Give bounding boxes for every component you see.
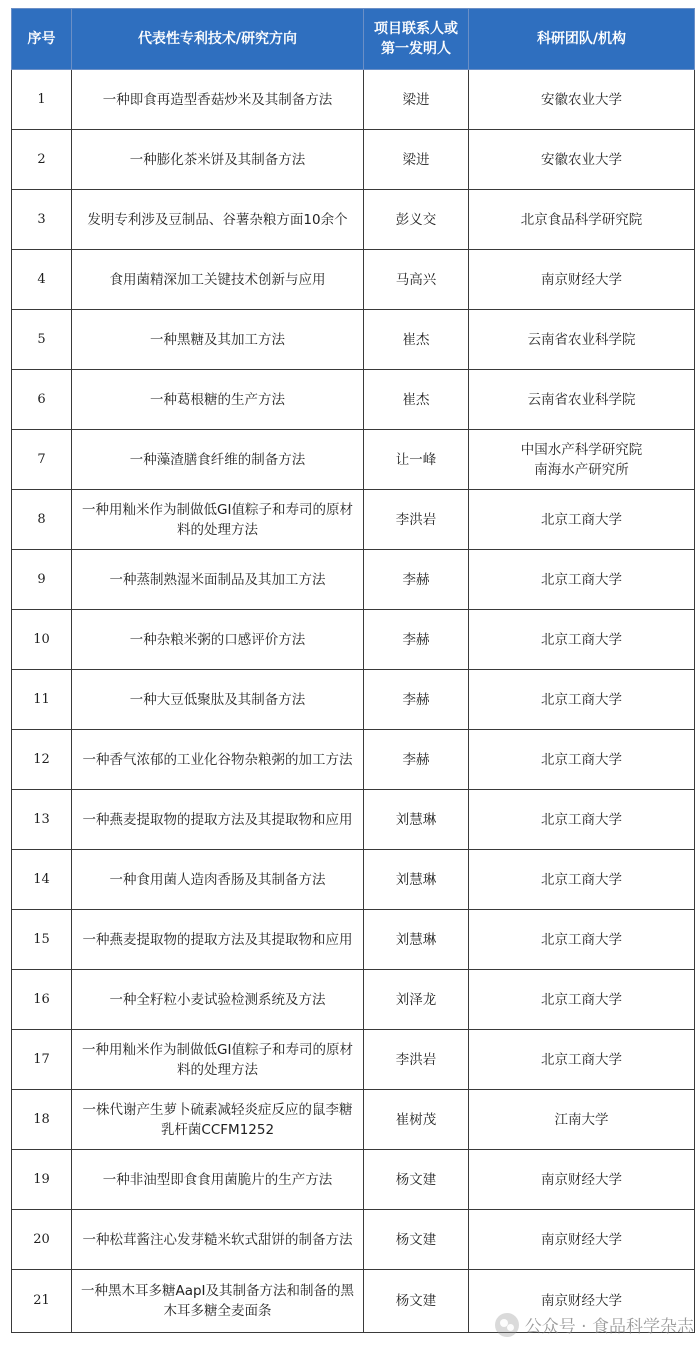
table-row bbox=[12, 610, 695, 670]
tech-cell: 一种大豆低聚肽及其制备方法 bbox=[72, 670, 364, 730]
tech-cell: 一种藻渣膳食纤维的制备方法 bbox=[72, 430, 364, 490]
table-row bbox=[12, 550, 695, 610]
table-row bbox=[12, 1030, 695, 1090]
table-row bbox=[12, 370, 695, 430]
tech-cell: 一种燕麦提取物的提取方法及其提取物和应用 bbox=[72, 910, 364, 970]
row-number-cell: 14 bbox=[12, 850, 72, 910]
table-row bbox=[12, 1090, 695, 1150]
row-number-cell: 7 bbox=[12, 430, 72, 490]
person-cell: 李赫 bbox=[364, 730, 469, 790]
table-row bbox=[12, 730, 695, 790]
tech-cell: 一种膨化茶米饼及其制备方法 bbox=[72, 130, 364, 190]
person-cell: 崔杰 bbox=[364, 310, 469, 370]
org-cell: 南京财经大学 bbox=[469, 1270, 695, 1333]
table-row bbox=[12, 850, 695, 910]
org-cell: 北京食品科学研究院 bbox=[469, 190, 695, 250]
row-number-cell: 10 bbox=[12, 610, 72, 670]
org-cell: 南京财经大学 bbox=[469, 1210, 695, 1270]
row-number-cell: 16 bbox=[12, 970, 72, 1030]
org-cell: 江南大学 bbox=[469, 1090, 695, 1150]
person-cell: 杨文建 bbox=[364, 1150, 469, 1210]
table-row bbox=[12, 670, 695, 730]
header-cell-tech: 代表性专利技术/研究方向 bbox=[72, 9, 364, 70]
header-row bbox=[12, 9, 695, 70]
org-cell: 北京工商大学 bbox=[469, 670, 695, 730]
table-row bbox=[12, 490, 695, 550]
table-row bbox=[12, 190, 695, 250]
org-cell: 安徽农业大学 bbox=[469, 130, 695, 190]
table-row bbox=[12, 130, 695, 190]
tech-cell: 一种黑木耳多糖AapI及其制备方法和制备的黑木耳多糖全麦面条 bbox=[72, 1270, 364, 1333]
person-cell: 梁进 bbox=[364, 130, 469, 190]
row-number-cell: 18 bbox=[12, 1090, 72, 1150]
org-cell: 北京工商大学 bbox=[469, 550, 695, 610]
person-cell: 让一峰 bbox=[364, 430, 469, 490]
tech-cell: 一种香气浓郁的工业化谷物杂粮粥的加工方法 bbox=[72, 730, 364, 790]
table-row bbox=[12, 430, 695, 490]
tech-cell: 一株代谢产生萝卜硫素减轻炎症反应的鼠李糖乳杆菌CCFM1252 bbox=[72, 1090, 364, 1150]
table-row bbox=[12, 1270, 695, 1333]
tech-cell: 一种燕麦提取物的提取方法及其提取物和应用 bbox=[72, 790, 364, 850]
table-row bbox=[12, 1150, 695, 1210]
row-number-cell: 9 bbox=[12, 550, 72, 610]
table-row bbox=[12, 790, 695, 850]
header-cell-person bbox=[364, 9, 469, 70]
person-cell: 彭义交 bbox=[364, 190, 469, 250]
person-cell: 李赫 bbox=[364, 550, 469, 610]
person-cell: 马高兴 bbox=[364, 250, 469, 310]
org-cell: 北京工商大学 bbox=[469, 610, 695, 670]
header-person-text: 项目联系人或 第一发明人 bbox=[374, 21, 458, 57]
row-number-cell: 20 bbox=[12, 1210, 72, 1270]
org-cell: 安徽农业大学 bbox=[469, 70, 695, 130]
table-row bbox=[12, 250, 695, 310]
row-number-cell: 11 bbox=[12, 670, 72, 730]
header-cell-no: 序号 bbox=[12, 9, 72, 70]
org-cell: 北京工商大学 bbox=[469, 490, 695, 550]
org-cell: 云南省农业科学院 bbox=[469, 370, 695, 430]
tech-cell: 食用菌精深加工关键技术创新与应用 bbox=[72, 250, 364, 310]
org-cell: 北京工商大学 bbox=[469, 970, 695, 1030]
tech-cell: 一种食用菌人造肉香肠及其制备方法 bbox=[72, 850, 364, 910]
person-cell: 李洪岩 bbox=[364, 1030, 469, 1090]
org-cell: 北京工商大学 bbox=[469, 910, 695, 970]
patent-table-container bbox=[11, 8, 694, 1333]
person-cell: 梁进 bbox=[364, 70, 469, 130]
table-row bbox=[12, 910, 695, 970]
tech-cell: 一种松茸酱注心发芽糙米软式甜饼的制备方法 bbox=[72, 1210, 364, 1270]
tech-cell: 一种杂粮米粥的口感评价方法 bbox=[72, 610, 364, 670]
org-cell: 南京财经大学 bbox=[469, 250, 695, 310]
org-cell: 中国水产科学研究院 南海水产研究所 bbox=[469, 430, 695, 490]
person-cell: 刘慧琳 bbox=[364, 910, 469, 970]
person-cell: 崔杰 bbox=[364, 370, 469, 430]
row-number-cell: 5 bbox=[12, 310, 72, 370]
tech-cell: 一种葛根糖的生产方法 bbox=[72, 370, 364, 430]
org-cell: 北京工商大学 bbox=[469, 790, 695, 850]
person-cell: 刘慧琳 bbox=[364, 790, 469, 850]
person-cell: 李赫 bbox=[364, 670, 469, 730]
table-row bbox=[12, 310, 695, 370]
header-cell-org: 科研团队/机构 bbox=[469, 9, 695, 70]
table-row bbox=[12, 70, 695, 130]
tech-cell: 一种用籼米作为制做低GI值粽子和寿司的原材料的处理方法 bbox=[72, 1030, 364, 1090]
tech-cell: 一种全籽粒小麦试验检测系统及方法 bbox=[72, 970, 364, 1030]
watermark-text: 公众号 · 食品科学杂志 bbox=[524, 1317, 694, 1337]
row-number-cell: 2 bbox=[12, 130, 72, 190]
row-number-cell: 12 bbox=[12, 730, 72, 790]
row-number-cell: 4 bbox=[12, 250, 72, 310]
org-cell: 云南省农业科学院 bbox=[469, 310, 695, 370]
row-number-cell: 15 bbox=[12, 910, 72, 970]
row-number-cell: 13 bbox=[12, 790, 72, 850]
patent-table bbox=[11, 8, 695, 1333]
person-cell: 李洪岩 bbox=[364, 490, 469, 550]
org-cell: 南京财经大学 bbox=[469, 1150, 695, 1210]
table-row bbox=[12, 1210, 695, 1270]
person-cell: 刘慧琳 bbox=[364, 850, 469, 910]
person-cell: 崔树茂 bbox=[364, 1090, 469, 1150]
row-number-cell: 19 bbox=[12, 1150, 72, 1210]
tech-cell: 一种非油型即食食用菌脆片的生产方法 bbox=[72, 1150, 364, 1210]
person-cell: 杨文建 bbox=[364, 1210, 469, 1270]
table-body bbox=[12, 70, 695, 1333]
person-cell: 刘泽龙 bbox=[364, 970, 469, 1030]
row-number-cell: 21 bbox=[12, 1270, 72, 1333]
tech-cell: 一种黑糖及其加工方法 bbox=[72, 310, 364, 370]
person-cell: 李赫 bbox=[364, 610, 469, 670]
row-number-cell: 6 bbox=[12, 370, 72, 430]
person-cell: 杨文建 bbox=[364, 1270, 469, 1333]
table-row bbox=[12, 970, 695, 1030]
row-number-cell: 1 bbox=[12, 70, 72, 130]
row-number-cell: 17 bbox=[12, 1030, 72, 1090]
tech-cell: 一种用籼米作为制做低GI值粽子和寿司的原材料的处理方法 bbox=[72, 490, 364, 550]
org-cell: 北京工商大学 bbox=[469, 730, 695, 790]
row-number-cell: 8 bbox=[12, 490, 72, 550]
tech-cell: 一种蒸制熟湿米面制品及其加工方法 bbox=[72, 550, 364, 610]
table-header bbox=[12, 9, 695, 70]
org-cell: 北京工商大学 bbox=[469, 850, 695, 910]
tech-cell: 发明专利涉及豆制品、谷薯杂粮方面10余个 bbox=[72, 190, 364, 250]
row-number-cell: 3 bbox=[12, 190, 72, 250]
tech-cell: 一种即食再造型香菇炒米及其制备方法 bbox=[72, 70, 364, 130]
org-cell: 北京工商大学 bbox=[469, 1030, 695, 1090]
